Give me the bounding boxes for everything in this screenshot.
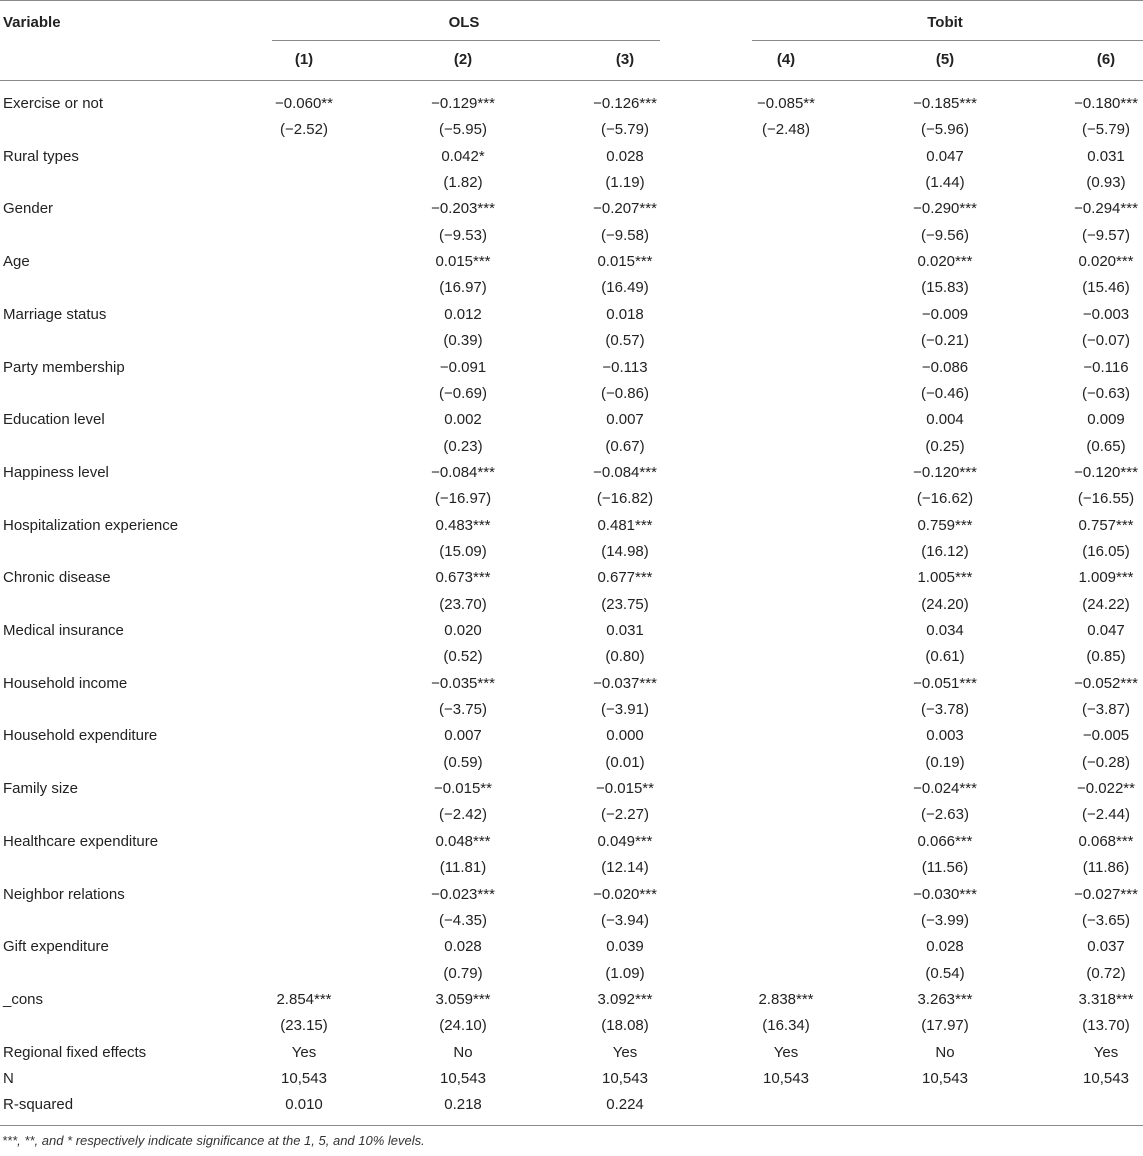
row-label: Chronic disease	[3, 569, 111, 587]
row-label: _cons	[3, 990, 44, 1008]
t-stat-cell: (24.20)	[921, 595, 969, 613]
coefficient-cell: −0.120***	[913, 463, 977, 481]
t-stat-cell: (−2.52)	[280, 121, 328, 139]
coefficient-cell: 0.015***	[597, 253, 653, 271]
t-stat-cell: (15.46)	[1082, 279, 1130, 297]
row-label: Gender	[3, 200, 54, 218]
summary-label: R-squared	[3, 1096, 74, 1114]
coefficient-cell: −0.015**	[596, 780, 654, 798]
t-stat-cell: (0.59)	[443, 753, 483, 771]
t-stat-cell: (0.19)	[925, 753, 965, 771]
t-stat-cell: (1.19)	[605, 174, 645, 192]
summary-cell: No	[453, 1043, 473, 1061]
bottom-rule	[0, 1125, 1143, 1126]
row-label: Healthcare expenditure	[3, 832, 159, 850]
coefficient-cell: 0.007	[606, 411, 644, 429]
t-stat-cell: (−2.48)	[762, 121, 810, 139]
t-stat-cell: (23.70)	[439, 595, 487, 613]
t-stat-cell: (24.22)	[1082, 595, 1130, 613]
coefficient-cell: −0.207***	[593, 200, 657, 218]
t-stat-cell: (16.97)	[439, 279, 487, 297]
summary-cell: 10,543	[440, 1069, 486, 1087]
summary-cell: 0.218	[444, 1096, 482, 1114]
column-header-1: (1)	[294, 51, 314, 68]
summary-cell: Yes	[291, 1043, 317, 1061]
coefficient-cell: −0.037***	[593, 674, 657, 692]
t-stat-cell: (0.93)	[1086, 174, 1126, 192]
coefficient-cell: 0.012	[444, 305, 482, 323]
t-stat-cell: (13.70)	[1082, 1017, 1130, 1035]
coefficient-cell: 0.031	[606, 622, 644, 639]
coefficient-cell: −0.116	[1083, 358, 1129, 376]
summary-cell: Yes	[1093, 1043, 1119, 1061]
coefficient-cell: 0.002	[444, 411, 482, 429]
row-label: Neighbor relations	[3, 885, 125, 903]
row-label: Household expenditure	[3, 727, 158, 745]
t-stat-cell: (−16.62)	[916, 490, 974, 508]
row-label: Exercise or not	[3, 95, 104, 112]
coefficient-cell: 0.018	[606, 305, 644, 323]
summary-cell: Yes	[612, 1043, 638, 1061]
column-header-4: (4)	[776, 51, 796, 68]
t-stat-cell: (11.81)	[439, 859, 487, 877]
t-stat-cell: (18.08)	[601, 1017, 649, 1035]
t-stat-cell: (0.85)	[1086, 648, 1126, 666]
t-stat-cell: (0.54)	[925, 964, 965, 982]
t-stat-cell: (11.86)	[1082, 859, 1130, 877]
t-stat-cell: (−3.94)	[601, 911, 649, 929]
t-stat-cell: (−0.21)	[921, 332, 969, 350]
row-label: Rural types	[3, 147, 79, 165]
t-stat-cell: (1.09)	[605, 964, 645, 982]
t-stat-cell: (−0.69)	[439, 384, 487, 402]
coefficient-cell: 0.066***	[917, 832, 973, 850]
summary-cell: Yes	[773, 1043, 799, 1061]
t-stat-cell: (24.10)	[439, 1017, 487, 1035]
coefficient-cell: 1.009***	[1078, 569, 1134, 587]
column-header-5: (5)	[935, 51, 955, 68]
t-stat-cell: (−2.44)	[1082, 806, 1130, 824]
coefficient-cell: 0.020***	[1078, 253, 1134, 271]
coefficient-cell: −0.060**	[275, 95, 333, 112]
coefficient-cell: 3.263***	[917, 990, 973, 1008]
row-label: Hospitalization experience	[3, 516, 179, 534]
t-stat-cell: (0.01)	[605, 753, 645, 771]
group-header-tobit: Tobit	[927, 14, 963, 31]
t-stat-cell: (−2.42)	[439, 806, 487, 824]
summary-label: N	[3, 1069, 14, 1087]
t-stat-cell: (−4.35)	[439, 911, 487, 929]
t-stat-cell: (15.83)	[921, 279, 969, 297]
coefficient-cell: 3.318***	[1078, 990, 1134, 1008]
t-stat-cell: (0.72)	[1086, 964, 1126, 982]
t-stat-cell: (17.97)	[921, 1017, 969, 1035]
t-stat-cell: (12.14)	[601, 859, 649, 877]
t-stat-cell: (16.34)	[762, 1017, 810, 1035]
coefficient-cell: 0.031	[1087, 147, 1125, 165]
t-stat-cell: (−5.79)	[601, 121, 649, 139]
coefficient-cell: 0.034	[926, 622, 964, 639]
coefficient-cell: −0.009	[921, 305, 969, 323]
coefficient-cell: −0.085**	[757, 95, 815, 112]
row-label: Marriage status	[3, 305, 107, 323]
coefficient-cell: −0.020***	[593, 885, 657, 903]
coefficient-cell: −0.290***	[913, 200, 977, 218]
coefficient-cell: −0.051***	[913, 674, 977, 692]
coefficient-cell: −0.084***	[431, 463, 495, 481]
header-rule	[0, 80, 1143, 81]
coefficient-cell: −0.084***	[593, 463, 657, 481]
summary-cell: 0.010	[285, 1096, 323, 1114]
coefficient-cell: 1.005***	[917, 569, 973, 587]
tobit-group-rule	[752, 40, 1143, 41]
coefficient-cell: 2.854***	[276, 990, 332, 1008]
t-stat-cell: (−9.57)	[1082, 226, 1130, 244]
summary-cell: 10,543	[1083, 1069, 1129, 1087]
t-stat-cell: (−3.99)	[921, 911, 969, 929]
t-stat-cell: (0.23)	[443, 437, 483, 455]
t-stat-cell: (−0.28)	[1082, 753, 1130, 771]
t-stat-cell: (11.56)	[921, 859, 969, 877]
coefficient-cell: 0.028	[926, 938, 964, 956]
column-header-6: (6)	[1096, 51, 1116, 68]
coefficient-cell: −0.035***	[431, 674, 495, 692]
coefficient-cell: −0.027***	[1074, 885, 1138, 903]
t-stat-cell: (−3.75)	[439, 701, 487, 719]
variable-header: Variable	[3, 14, 61, 31]
column-header-3: (3)	[615, 51, 635, 68]
coefficient-cell: −0.113	[602, 358, 648, 376]
coefficient-cell: 0.004	[926, 411, 964, 429]
t-stat-cell: (−5.95)	[439, 121, 487, 139]
coefficient-cell: 0.000	[606, 727, 644, 745]
t-stat-cell: (0.39)	[443, 332, 483, 350]
coefficient-cell: 0.047	[926, 147, 964, 165]
coefficient-cell: −0.015**	[434, 780, 492, 798]
summary-cell: 10,543	[281, 1069, 327, 1087]
summary-label: Regional fixed effects	[3, 1043, 147, 1061]
summary-cell: No	[935, 1043, 955, 1061]
coefficient-cell: 0.003	[926, 727, 964, 745]
t-stat-cell: (0.67)	[605, 437, 645, 455]
t-stat-cell: (16.12)	[921, 542, 969, 560]
coefficient-cell: 0.039	[606, 938, 644, 956]
coefficient-cell: −0.052***	[1074, 674, 1138, 692]
coefficient-cell: 0.481***	[597, 516, 653, 534]
row-label: Medical insurance	[3, 622, 124, 639]
t-stat-cell: (1.44)	[925, 174, 965, 192]
coefficient-cell: 0.020	[444, 622, 482, 639]
t-stat-cell: (0.80)	[605, 648, 645, 666]
group-header-ols: OLS	[448, 14, 480, 31]
coefficient-cell: 0.028	[606, 147, 644, 165]
coefficient-cell: −0.185***	[913, 95, 977, 112]
t-stat-cell: (−3.65)	[1082, 911, 1130, 929]
t-stat-cell: (23.75)	[601, 595, 649, 613]
t-stat-cell: (−9.56)	[921, 226, 969, 244]
summary-cell: 10,543	[763, 1069, 809, 1087]
table-footnote: ***, **, and * respectively indicate significance at the 1, 5, and 10% levels.	[2, 1133, 425, 1148]
t-stat-cell: (−2.27)	[601, 806, 649, 824]
coefficient-cell: 3.092***	[597, 990, 653, 1008]
top-rule	[0, 0, 1143, 1]
coefficient-cell: −0.003	[1082, 305, 1130, 323]
t-stat-cell: (−3.87)	[1082, 701, 1130, 719]
coefficient-cell: 0.009	[1087, 411, 1125, 429]
t-stat-cell: (1.82)	[443, 174, 483, 192]
t-stat-cell: (−3.91)	[601, 701, 649, 719]
coefficient-cell: 0.042*	[441, 147, 485, 165]
coefficient-cell: −0.022**	[1077, 780, 1135, 798]
coefficient-cell: −0.120***	[1074, 463, 1138, 481]
t-stat-cell: (−9.53)	[439, 226, 487, 244]
coefficient-cell: 0.483***	[435, 516, 491, 534]
coefficient-cell: −0.126***	[593, 95, 657, 112]
coefficient-cell: −0.180***	[1074, 95, 1138, 112]
t-stat-cell: (−5.96)	[921, 121, 969, 139]
coefficient-cell: 0.759***	[917, 516, 973, 534]
row-label: Gift expenditure	[3, 938, 109, 956]
coefficient-cell: 0.037	[1087, 938, 1125, 956]
summary-cell: 10,543	[602, 1069, 648, 1087]
t-stat-cell: (15.09)	[439, 542, 487, 560]
t-stat-cell: (14.98)	[601, 542, 649, 560]
coefficient-cell: −0.294***	[1074, 200, 1138, 218]
t-stat-cell: (0.79)	[443, 964, 483, 982]
t-stat-cell: (0.65)	[1086, 437, 1126, 455]
t-stat-cell: (−0.63)	[1082, 384, 1130, 402]
t-stat-cell: (0.25)	[925, 437, 965, 455]
t-stat-cell: (0.57)	[605, 332, 645, 350]
row-label: Happiness level	[3, 463, 109, 481]
coefficient-cell: 3.059***	[435, 990, 491, 1008]
t-stat-cell: (−16.55)	[1077, 490, 1135, 508]
summary-cell: 0.224	[606, 1096, 644, 1114]
coefficient-cell: 0.049***	[597, 832, 653, 850]
column-header-2: (2)	[453, 51, 473, 68]
coefficient-cell: −0.203***	[431, 200, 495, 218]
coefficient-cell: 0.673***	[435, 569, 491, 587]
t-stat-cell: (16.49)	[601, 279, 649, 297]
coefficient-cell: 0.047	[1087, 622, 1125, 639]
coefficient-cell: −0.023***	[431, 885, 495, 903]
t-stat-cell: (−9.58)	[601, 226, 649, 244]
row-label: Family size	[3, 780, 79, 798]
t-stat-cell: (−0.46)	[921, 384, 969, 402]
row-label: Party membership	[3, 358, 125, 376]
coefficient-cell: 0.677***	[597, 569, 653, 587]
coefficient-cell: 0.048***	[435, 832, 491, 850]
coefficient-cell: 2.838***	[758, 990, 814, 1008]
coefficient-cell: −0.030***	[913, 885, 977, 903]
coefficient-cell: −0.086	[921, 358, 969, 376]
coefficient-cell: 0.028	[444, 938, 482, 956]
t-stat-cell: (16.05)	[1082, 542, 1130, 560]
t-stat-cell: (−3.78)	[921, 701, 969, 719]
t-stat-cell: (0.52)	[443, 648, 483, 666]
coefficient-cell: 0.757***	[1078, 516, 1134, 534]
coefficient-cell: −0.024***	[913, 780, 977, 798]
summary-cell: 10,543	[922, 1069, 968, 1087]
coefficient-cell: 0.020***	[917, 253, 973, 271]
t-stat-cell: (0.61)	[925, 648, 965, 666]
t-stat-cell: (23.15)	[280, 1017, 328, 1035]
coefficient-cell: −0.129***	[431, 95, 495, 112]
coefficient-cell: −0.005	[1082, 727, 1130, 745]
row-label: Age	[3, 253, 30, 271]
t-stat-cell: (−0.07)	[1082, 332, 1130, 350]
t-stat-cell: (−5.79)	[1082, 121, 1130, 139]
ols-group-rule	[272, 40, 660, 41]
coefficient-cell: 0.015***	[435, 253, 491, 271]
t-stat-cell: (−16.82)	[596, 490, 654, 508]
row-label: Household income	[3, 674, 128, 692]
t-stat-cell: (−16.97)	[434, 490, 492, 508]
row-label: Education level	[3, 411, 105, 429]
coefficient-cell: 0.068***	[1078, 832, 1134, 850]
coefficient-cell: −0.091	[439, 358, 487, 376]
t-stat-cell: (−0.86)	[601, 384, 649, 402]
coefficient-cell: 0.007	[444, 727, 482, 745]
t-stat-cell: (−2.63)	[921, 806, 969, 824]
